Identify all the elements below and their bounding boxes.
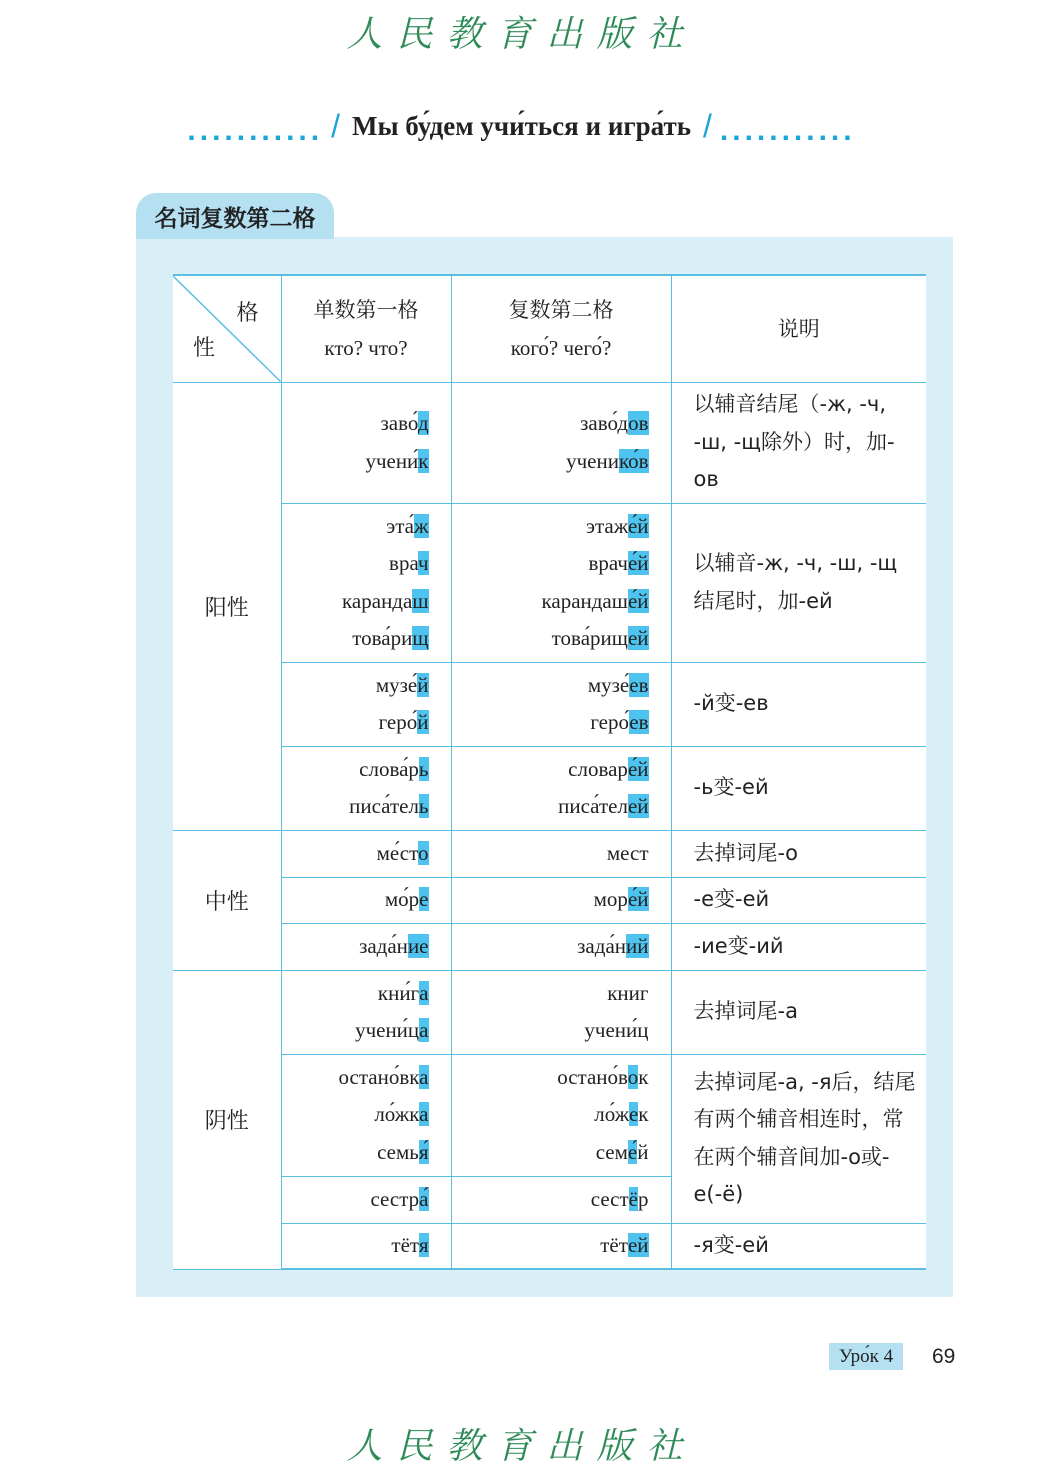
publisher-logo-bottom: 人民教育出版社 [346, 1426, 697, 1467]
inserted-vowel: ё [628, 1186, 638, 1211]
word-stem: карандаш [541, 588, 628, 613]
plural-cell [451, 662, 671, 746]
word [452, 583, 649, 621]
word [282, 975, 429, 1013]
word [452, 1134, 649, 1172]
word-stem: това́рищ [551, 626, 628, 650]
word-stem: заво́д [580, 411, 629, 435]
word-ending: щ [412, 626, 429, 650]
table-row [173, 830, 926, 877]
word-ending: е́й [627, 588, 649, 613]
chapter-header [0, 108, 1043, 145]
plural-cell [451, 830, 671, 877]
singular-cell [281, 662, 451, 746]
word-stem: това́ри [352, 626, 413, 650]
word-ending: ш [412, 588, 429, 613]
plural-cell [451, 382, 671, 503]
word-stem: остано́в [557, 1064, 628, 1089]
word-ending: ей [627, 626, 649, 650]
note-cell: -ие变-ий [671, 923, 926, 970]
note-cell: -й变-ев [671, 662, 926, 746]
header-note [671, 275, 926, 382]
word-stem: заво́ [380, 411, 418, 435]
word-stem: ме́ст [376, 840, 418, 865]
word [282, 1012, 429, 1050]
chapter-title: Мы бу́дем учи́ться и игра́ть [351, 111, 692, 141]
word [452, 928, 649, 966]
word-stem: музе́ [375, 672, 418, 697]
singular-cell [281, 877, 451, 923]
word-tail: к [638, 1102, 649, 1127]
table-row [173, 877, 926, 923]
publisher-logo-top: 人民教育出版社 [346, 14, 697, 55]
lesson-badge: Уро́к 4 [829, 1343, 903, 1370]
word [282, 667, 429, 705]
note-cell: -е变-ей [671, 877, 926, 923]
word [452, 620, 649, 658]
table-row [173, 1223, 926, 1269]
word-ending: ев [629, 710, 649, 734]
word [452, 1181, 649, 1219]
word [452, 1096, 649, 1134]
word-stem: музе́ [587, 672, 630, 697]
plural-cell [451, 877, 671, 923]
word-ending: а [419, 1064, 429, 1089]
word [282, 1096, 429, 1134]
note-cell: 去掉词尾-а [671, 970, 926, 1054]
word [282, 751, 429, 789]
word-stem: мо́р [384, 887, 420, 912]
word-ending: ий [626, 933, 649, 958]
word [452, 1059, 649, 1097]
word [282, 508, 429, 546]
word [452, 508, 649, 546]
singular-cell [281, 746, 451, 830]
word-stem: геро́ [378, 710, 418, 734]
note-cell: 去掉词尾-а, -я后，结尾有两个辅音相连时，常在两个辅音间加-о或-е(-ё) [671, 1054, 926, 1223]
word-stem: эта́ [386, 513, 414, 538]
word-ending: ь [418, 756, 429, 781]
word [282, 788, 429, 826]
word [282, 583, 429, 621]
table-row [173, 503, 926, 662]
decor-dots-right: ........... [719, 113, 856, 147]
gender-neuter: 中性 [173, 830, 281, 970]
header-singular-ru: кто? что? [324, 335, 408, 360]
word-ending: ч [417, 551, 429, 575]
word-ending: й [417, 710, 429, 734]
word-stem: учени [566, 448, 619, 473]
table-row [173, 382, 926, 503]
corner-label-gender: 性 [193, 335, 216, 361]
word-tail: р [638, 1186, 649, 1211]
word-ending: е́й [627, 887, 649, 912]
word-tail: й [637, 1139, 649, 1164]
word [282, 1059, 429, 1097]
word-ending: а [419, 1018, 429, 1042]
table-row [173, 923, 926, 970]
word [452, 545, 649, 583]
word [452, 975, 649, 1013]
word [282, 1134, 429, 1172]
word-tail: к [638, 1064, 649, 1089]
plural-cell [451, 503, 671, 662]
word-stem: тёт [600, 1233, 628, 1257]
table-row [173, 746, 926, 830]
diagonal-line [173, 276, 281, 382]
word-stem: сестр [370, 1186, 420, 1211]
word-ending: а [419, 1102, 429, 1127]
word-stem: словар [568, 756, 628, 781]
plural-cell [451, 1176, 671, 1223]
word [452, 667, 649, 705]
word-ending: ж [413, 513, 429, 538]
word-ending: ей [627, 794, 649, 818]
decor-slash-left: / [331, 108, 340, 144]
decor-dots-left: ........... [187, 113, 324, 147]
decor-slash-right: / [703, 108, 712, 144]
plural-cell [451, 1223, 671, 1269]
word-stem: врач [588, 551, 628, 575]
plural-cell [451, 746, 671, 830]
word-ending: а [419, 980, 429, 1005]
word-stem: мест [606, 840, 649, 865]
word-stem: кни́г [377, 980, 420, 1005]
note-cell: 以辅音结尾（-ж, -ч, -ш, -щ除外）时，加-ов [671, 382, 926, 503]
word-stem: ло́жк [374, 1102, 420, 1127]
singular-cell [281, 503, 451, 662]
note-cell: 以辅音-ж, -ч, -ш, -щ结尾时，加-ей [671, 503, 926, 662]
word-ending: е́й [627, 756, 649, 781]
word-ending: ие [407, 933, 429, 958]
word-stem: зада́н [577, 933, 627, 958]
singular-cell [281, 830, 451, 877]
word [282, 928, 429, 966]
word [452, 788, 649, 826]
word [452, 751, 649, 789]
note-cell: -я变-ей [671, 1223, 926, 1269]
singular-cell [281, 382, 451, 503]
header-singular [281, 275, 451, 382]
gender-masculine: 阳性 [173, 382, 281, 830]
word [282, 1227, 429, 1265]
word-stem: книг [607, 980, 649, 1005]
word-ending: ов [628, 411, 649, 435]
word [452, 405, 649, 443]
word-ending: е́й [627, 513, 649, 538]
header-plural-ru: кого́? чего́? [510, 335, 612, 360]
word-ending: ей [627, 1233, 649, 1257]
header-plural-zh: 复数第二格 [508, 297, 614, 322]
word-ending: о [418, 840, 429, 865]
word-stem: мор [593, 887, 628, 912]
table-row [173, 970, 926, 1054]
word [452, 443, 649, 481]
word-stem: остано́вк [338, 1064, 420, 1089]
word [282, 881, 429, 919]
corner-label-case: 格 [236, 301, 259, 326]
word-ending: е́й [627, 551, 649, 575]
word-stem: учени́ц [355, 1018, 420, 1042]
word-stem: этаж [585, 513, 628, 538]
singular-cell [281, 1223, 451, 1269]
inserted-vowel: е́ [627, 1139, 638, 1164]
table-row [173, 662, 926, 746]
word-stem: сем [595, 1139, 628, 1164]
word-ending: ко́в [618, 448, 649, 473]
section-title: 名词复数第二格 [136, 193, 334, 239]
word-stem: семь [377, 1139, 419, 1164]
word-stem: писа́тел [558, 794, 628, 818]
word-stem: ло́ж [594, 1102, 629, 1127]
table-row [173, 1054, 926, 1176]
word [282, 835, 429, 873]
word-ending: а́ [419, 1186, 429, 1211]
grammar-table [173, 274, 926, 1270]
word-stem: зада́н [359, 933, 408, 958]
word-stem: каранда [342, 588, 413, 613]
word [282, 443, 429, 481]
plural-cell [451, 923, 671, 970]
singular-cell [281, 923, 451, 970]
plural-cell [451, 970, 671, 1054]
header-corner [173, 275, 281, 382]
inserted-vowel: е [628, 1102, 639, 1127]
word-stem: тёт [391, 1233, 419, 1257]
word [282, 405, 429, 443]
word-ending: к [418, 448, 429, 473]
plural-cell [451, 1054, 671, 1176]
word [452, 881, 649, 919]
word [452, 1227, 649, 1265]
page-number: 69 [932, 1345, 956, 1368]
inserted-vowel: о [627, 1064, 639, 1089]
header-note-label: 说明 [777, 316, 820, 341]
word [452, 704, 649, 742]
singular-cell [281, 970, 451, 1054]
singular-cell [281, 1176, 451, 1223]
word-stem: учени́ [365, 448, 419, 473]
word-ending: е [419, 887, 429, 912]
word-ending: я [418, 1233, 429, 1257]
gender-feminine: 阴性 [173, 970, 281, 1269]
word-ending: й [417, 672, 429, 697]
word [282, 704, 429, 742]
word-stem: вра [389, 551, 418, 575]
word [282, 545, 429, 583]
word-ending: д [417, 411, 429, 435]
singular-cell [281, 1054, 451, 1176]
table-header-row [173, 275, 926, 382]
word-ending: ев [629, 672, 649, 697]
note-cell: -ь变-ей [671, 746, 926, 830]
word-ending: я́ [418, 1139, 429, 1164]
word-stem: геро́ [590, 710, 630, 734]
word [452, 1012, 649, 1050]
word-ending: ь [418, 794, 429, 818]
header-plural [451, 275, 671, 382]
word [282, 620, 429, 658]
word [282, 1181, 429, 1219]
header-singular-zh: 单数第一格 [313, 297, 419, 322]
word [452, 835, 649, 873]
word-stem: сест [590, 1186, 629, 1211]
word-stem: учени́ц [584, 1018, 649, 1042]
word-stem: писа́тел [349, 794, 419, 818]
note-cell: 去掉词尾-о [671, 830, 926, 877]
word-stem: слова́р [359, 756, 419, 781]
